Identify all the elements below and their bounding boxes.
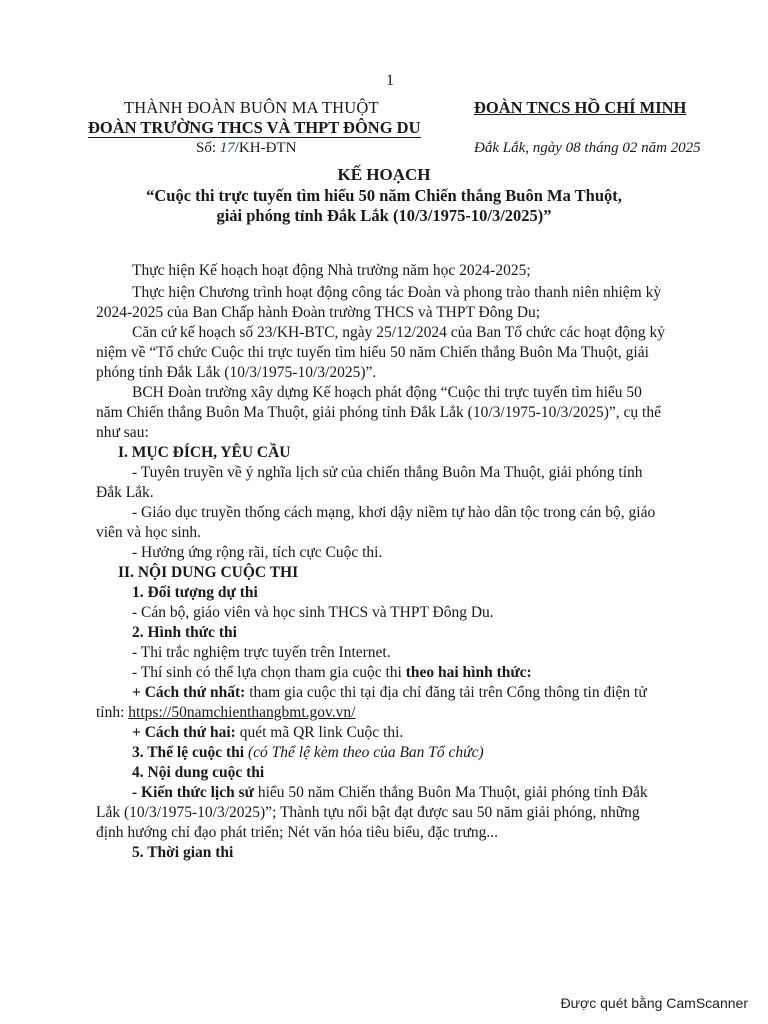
subsection-2-heading: 2. Hình thức thi bbox=[132, 624, 237, 641]
paragraph-4-line2: năm Chiến thắng Buôn Ma Thuột, giải phóng tỉnh Đắk Lắk (10/3/1975-10/3/2025)”, cụ thể bbox=[96, 404, 661, 421]
subsection-5-heading: 5. Thời gian thi bbox=[132, 844, 234, 861]
subsection-4-line2: Lắk (10/3/1975-10/3/2025)”; Thành tựu nổi bật đạt được sau 50 năm giải phóng, những bbox=[96, 804, 640, 821]
paragraph-3-line3: phóng tỉnh Đắk Lắk (10/3/1975-10/3/2025)”. bbox=[96, 364, 377, 381]
subsection-3-heading: 3. Thể lệ cuộc thi bbox=[132, 744, 245, 761]
way-1-line2 bbox=[96, 704, 355, 722]
section-1-item-2-line1: - Giáo dục truyền thống cách mạng, khơi dậy niềm tự hào dân tộc trong cán bộ, giáo bbox=[132, 504, 656, 521]
page-number: 1 bbox=[386, 72, 394, 89]
subsection-3-line bbox=[132, 744, 484, 762]
document-date: Đắk Lắk, ngày 08 tháng 02 năm 2025 bbox=[474, 140, 701, 156]
document-title: KẾ HOẠCH bbox=[337, 165, 431, 184]
section-1-item-2-line2: viên và học sinh. bbox=[96, 524, 202, 541]
paragraph-3-line1: Căn cứ kế hoạch số 23/KH-BTC, ngày 25/12/2024 của Ban Tổ chức các hoạt động kỷ bbox=[132, 324, 666, 341]
subsection-2-text-2 bbox=[132, 664, 532, 682]
way-1-cont: tỉnh: bbox=[96, 704, 129, 721]
subsection-4-line3: định hướng chỉ đạo phát triển; Nét văn hóa tiêu biểu, đặc trưng... bbox=[96, 824, 499, 841]
subsection-2-text-2-bold: theo hai hình thức: bbox=[405, 664, 532, 681]
way-2-text: quét mã QR link Cuộc thi. bbox=[235, 724, 404, 741]
serial-suffix: /KH-ĐTN bbox=[234, 140, 297, 156]
document-subtitle-line2: giải phóng tỉnh Đắk Lắk (10/3/1975-10/3/2025)” bbox=[216, 206, 552, 225]
header-org-name bbox=[88, 118, 421, 138]
subsection-1-heading: 1. Đối tượng dự thi bbox=[132, 584, 258, 601]
document-serial bbox=[196, 140, 296, 157]
subsection-4-heading: 4. Nội dung cuộc thi bbox=[132, 764, 265, 781]
paragraph-4-line1: BCH Đoàn trường xây dựng Kế hoạch phát động “Cuộc thi trực tuyến tìm hiểu 50 bbox=[132, 384, 642, 401]
paragraph-2-line2: 2024-2025 của Ban Chấp hành Đoàn trường THCS và THPT Đông Du; bbox=[96, 304, 541, 321]
subsection-4-line1 bbox=[132, 784, 648, 802]
subsection-4-lead: - Kiến thức lịch sử bbox=[132, 784, 254, 801]
subsection-3-note: (có Thể lệ kèm theo của Ban Tổ chức) bbox=[244, 744, 484, 761]
subsection-2-text-1: - Thi trắc nghiệm trực tuyến trên Internet. bbox=[132, 644, 391, 661]
header-org-parent: THÀNH ĐOÀN BUÔN MA THUỘT bbox=[124, 98, 379, 117]
contest-url-link[interactable]: https://50namchienthangbmt.gov.vn/ bbox=[128, 704, 356, 721]
way-2-line bbox=[132, 724, 403, 742]
section-1-item-1-line1: - Tuyên truyền về ý nghĩa lịch sử của chiến thắng Buôn Ma Thuột, giải phóng tỉnh bbox=[132, 464, 643, 481]
document-subtitle-line1: “Cuộc thi trực tuyến tìm hiểu 50 năm Chiến thắng Buôn Ma Thuột, bbox=[146, 186, 622, 205]
way-1-text: tham gia cuộc thi tại địa chỉ đăng tải trên Cổng thông tin điện tử bbox=[245, 684, 647, 701]
section-1-heading: I. MỤC ĐÍCH, YÊU CẦU bbox=[118, 444, 291, 461]
header-org-name-text: ĐOÀN TRƯỜNG THCS VÀ THPT ĐÔNG DU bbox=[88, 118, 421, 137]
paragraph-2-line1: Thực hiện Chương trình hoạt động công tác Đoàn và phong trào thanh niên nhiệm kỳ bbox=[132, 284, 662, 301]
serial-prefix: Số: bbox=[196, 140, 220, 156]
paragraph-3-line2: niệm về “Tổ chức Cuộc thi trực tuyến tìm hiểu 50 năm Chiến thắng Buôn Ma Thuột, giải bbox=[96, 344, 649, 361]
section-1-item-1-line2: Đắk Lắk. bbox=[96, 484, 154, 501]
paragraph-1: Thực hiện Kế hoạch hoạt động Nhà trường năm học 2024-2025; bbox=[132, 262, 531, 279]
way-1-line1 bbox=[132, 684, 647, 702]
subsection-2-text-2-normal: - Thí sinh có thể lựa chọn tham gia cuộc thi bbox=[132, 664, 406, 681]
header-union-name: ĐOÀN TNCS HỒ CHÍ MINH bbox=[474, 98, 687, 117]
way-1-label: + Cách thứ nhất: bbox=[132, 684, 246, 701]
subsection-4-text-1: hiểu 50 năm Chiến thắng Buôn Ma Thuột, giải phóng tỉnh Đắk bbox=[253, 784, 648, 801]
section-1-item-3: - Hưởng ứng rộng rãi, tích cực Cuộc thi. bbox=[132, 544, 383, 561]
serial-handwritten: 17 bbox=[219, 140, 235, 156]
section-2-heading: II. NỘI DUNG CUỘC THI bbox=[118, 564, 299, 581]
way-2-label: + Cách thứ hai: bbox=[132, 724, 236, 741]
subsection-1-text: - Cán bộ, giáo viên và học sinh THCS và THPT Đông Du. bbox=[132, 604, 494, 621]
paragraph-4-line3: như sau: bbox=[96, 424, 149, 441]
scanner-watermark: Được quét bằng CamScanner bbox=[560, 995, 748, 1011]
